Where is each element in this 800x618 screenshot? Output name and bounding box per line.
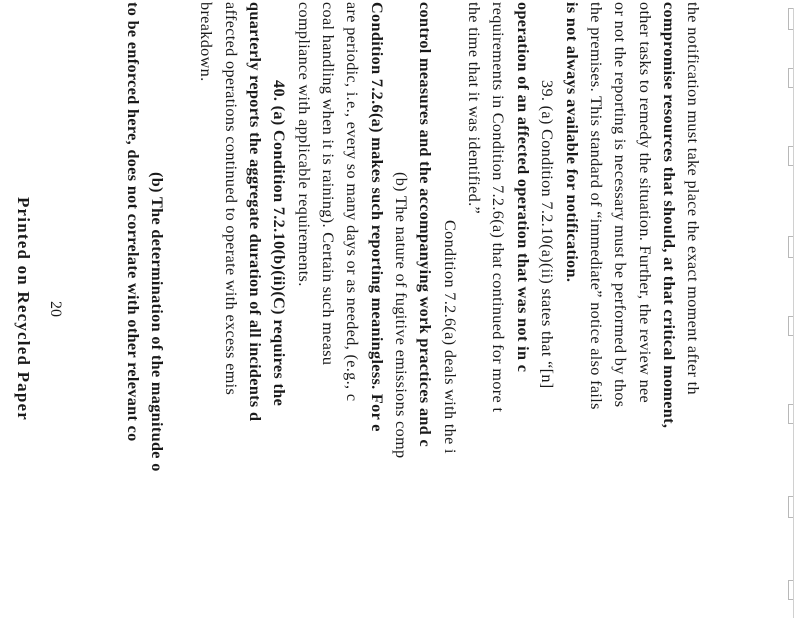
body-line: breakdown.	[197, 2, 215, 82]
paragraph-40-a: 40. (a) Condition 7.2.10(b)(ii)(C) requires the	[270, 80, 288, 407]
body-line: are periodic, i.e., every so many days or as needed, (e.g., c	[343, 2, 361, 402]
page-number: 20	[47, 301, 64, 317]
body-line: affected operations continued to operate with excess emis	[222, 2, 240, 396]
body-line: compromise resources that should, at that critical moment,	[660, 2, 678, 429]
body-line: Condition 7.2.6(a) deals with the i	[441, 220, 459, 454]
body-line: the time that it was identified.”	[465, 2, 483, 215]
scan-edge-mark	[788, 316, 793, 336]
body-line: to be enforced here, does not correlate with other relevant co	[124, 2, 142, 442]
scan-edge-line	[793, 8, 794, 618]
scan-edge-mark	[788, 580, 793, 600]
scan-edge-mark	[788, 236, 793, 258]
scan-edge-mark	[788, 404, 793, 424]
body-line: requirements in Condition 7.2.6(a) that continued for more t	[489, 2, 507, 413]
body-line: compliance with applicable requirements.	[295, 2, 313, 287]
scan-edge-mark	[788, 68, 793, 88]
paragraph-39-b: (b) The nature of fugitive emissions comp	[392, 172, 410, 459]
scan-edge-mark	[788, 146, 793, 166]
body-line: quarterly reports the aggregate duration of all incidents d	[246, 2, 264, 422]
body-line: is not always available for notification.	[563, 2, 581, 283]
paragraph-39-a: 39. (a) Condition 7.2.10(a)(ii) states that “[n]	[538, 80, 556, 389]
footer-text: Printed on Recycled Paper	[14, 196, 33, 422]
body-line: the notification must take place the exact moment after th	[684, 2, 702, 395]
body-line: the premises. This standard of “immediate” notice also fails	[587, 2, 605, 410]
scan-edge-mark	[788, 496, 793, 518]
body-line: other tasks to remedy the situation. Further, the review nee	[636, 2, 654, 404]
body-line: operation of an affected operation that was not in c	[514, 2, 532, 373]
body-line: coal handling when it is raining). Certain such measu	[319, 2, 337, 366]
body-line: or not the reporting is necessary must be performed by thos	[611, 2, 629, 408]
body-line: Condition 7.2.6(a) makes such reporting meaningless. For e	[368, 2, 386, 432]
body-line: control measures and the accompanying work practices and c	[416, 2, 434, 448]
scan-edge-mark	[788, 8, 793, 30]
paragraph-40-b: (b) The determination of the magnitude o	[148, 172, 166, 472]
